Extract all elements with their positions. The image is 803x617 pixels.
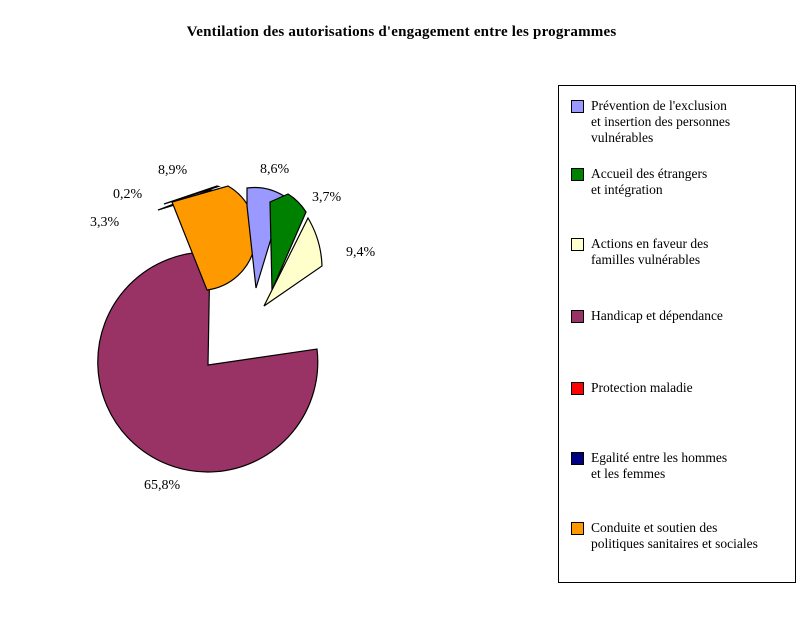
- legend-label-line2: familles vulnérables: [591, 252, 701, 267]
- legend-swatch-icon-accueil: [571, 168, 584, 181]
- legend-label-prevention: [591, 98, 730, 146]
- pie-svg: [60, 150, 530, 530]
- legend-label-line2: et insertion des personnes: [591, 114, 731, 129]
- legend-label-line1: Actions en faveur des: [591, 236, 709, 251]
- legend-label-line1: Prévention de l'exclusion: [591, 98, 727, 113]
- legend-swatch-icon-familles: [571, 238, 584, 251]
- pie-chart: [60, 150, 530, 530]
- legend-label-line3: vulnérables: [591, 130, 654, 145]
- legend-swatch-icon-prevention: [571, 100, 584, 113]
- slice-label-handicap: 65,8%: [144, 478, 181, 493]
- legend-item-prevention[interactable]: [571, 98, 785, 146]
- slice-label-accueil: 3,7%: [312, 190, 342, 205]
- legend-swatch-icon-conduite: [571, 522, 584, 535]
- legend-item-conduite[interactable]: [571, 520, 785, 552]
- legend-item-handicap[interactable]: [571, 308, 785, 324]
- legend-item-egalite[interactable]: [571, 450, 785, 482]
- legend-item-protection-maladie[interactable]: [571, 380, 785, 396]
- legend-label-line1: Conduite et soutien des: [591, 520, 718, 535]
- legend-label-handicap: Handicap et dépendance: [591, 308, 723, 323]
- legend-item-accueil[interactable]: [571, 166, 785, 198]
- slice-label-egalite: 0,2%: [113, 187, 143, 202]
- legend-label-line2: politiques sanitaires et sociales: [591, 536, 758, 551]
- legend-label-line1: Accueil des étrangers: [591, 166, 708, 181]
- legend-label-line2: et intégration: [591, 182, 663, 197]
- legend-label-egalite: [591, 450, 727, 482]
- legend-swatch-icon-protection-maladie: [571, 382, 584, 395]
- legend-label-familles: [591, 236, 708, 268]
- legend: [558, 85, 796, 583]
- legend-label-conduite: [591, 520, 758, 552]
- slice-label-familles: 9,4%: [346, 245, 376, 260]
- legend-label-accueil: [591, 166, 707, 198]
- legend-label-protection-maladie: Protection maladie: [591, 380, 693, 395]
- legend-label-line2: et les femmes: [591, 466, 666, 481]
- chart-title: Ventilation des autorisations d'engagement entre les programmes: [186, 24, 617, 40]
- legend-label-line1: Egalité entre les hommes: [591, 450, 728, 465]
- slice-label-prevention: 8,6%: [260, 162, 290, 177]
- slice-label-protection-maladie: 3,3%: [90, 215, 120, 230]
- legend-swatch-icon-egalite: [571, 452, 584, 465]
- legend-item-familles[interactable]: [571, 236, 785, 268]
- legend-swatch-icon-handicap: [571, 310, 584, 323]
- slice-label-conduite: 8,9%: [158, 163, 188, 178]
